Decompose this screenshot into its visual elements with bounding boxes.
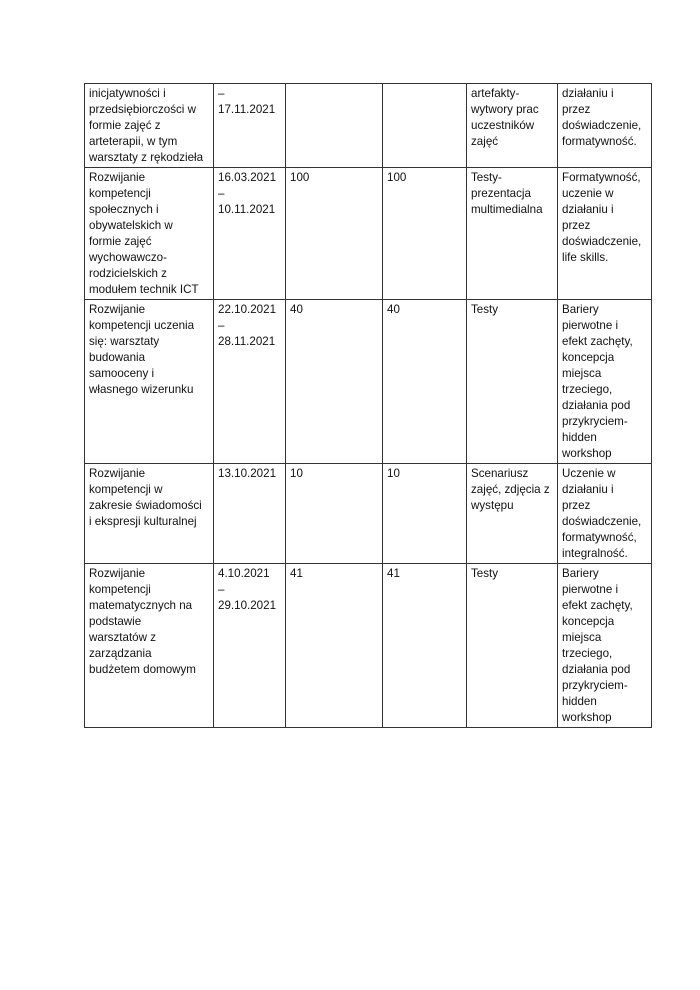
approach-cell: Bariery pierwotne i efekt zachęty, koncepcja miejsca trzeciego, działania pod przykryciem- hidden workshop xyxy=(558,300,652,464)
approach-cell: Uczenie w działaniu i przez doświadczenie, formatywność, integralność. xyxy=(558,464,652,564)
planned-count-cell: 40 xyxy=(286,300,383,464)
verification-method-cell: Testy xyxy=(467,564,558,728)
verification-method-cell: Scenariusz zajęć, zdjęcia z występu xyxy=(467,464,558,564)
approach-cell: działaniu i przez doświadczenie, formatywność. xyxy=(558,84,652,168)
planned-count-cell: 41 xyxy=(286,564,383,728)
verification-method-cell: Testy xyxy=(467,300,558,464)
dates-cell: 13.10.2021 xyxy=(214,464,286,564)
table-row xyxy=(85,168,652,300)
verification-method-cell: artefakty- wytwory prac uczestników zajęć xyxy=(467,84,558,168)
topic-cell: inicjatywności i przedsiębiorczości w formie zajęć z arteterapii, w tym warsztaty z rękodzieła xyxy=(85,84,214,168)
dates-cell: 4.10.2021 – 29.10.2021 xyxy=(214,564,286,728)
table-row xyxy=(85,300,652,464)
table-row xyxy=(85,84,652,168)
topic-cell: Rozwijanie kompetencji społecznych i obywatelskich w formie zajęć wychowawczo- rodzicielskich z modułem technik ICT xyxy=(85,168,214,300)
dates-cell: 16.03.2021 – 10.11.2021 xyxy=(214,168,286,300)
actual-count-cell: 41 xyxy=(383,564,467,728)
topic-cell: Rozwijanie kompetencji uczenia się: warsztaty budowania samooceny i własnego wizerunku xyxy=(85,300,214,464)
planned-count-cell: 100 xyxy=(286,168,383,300)
dates-cell: – 17.11.2021 xyxy=(214,84,286,168)
approach-cell: Formatywność, uczenie w działaniu i przez doświadczenie, life skills. xyxy=(558,168,652,300)
dates-cell: 22.10.2021 – 28.11.2021 xyxy=(214,300,286,464)
actual-count-cell xyxy=(383,84,467,168)
topic-cell: Rozwijanie kompetencji w zakresie świadomości i ekspresji kulturalnej xyxy=(85,464,214,564)
workshops-table xyxy=(84,83,652,728)
verification-method-cell: Testy- prezentacja multimedialna xyxy=(467,168,558,300)
table-row xyxy=(85,464,652,564)
approach-cell: Bariery pierwotne i efekt zachęty, koncepcja miejsca trzeciego, działania pod przykryciem- hidden workshop xyxy=(558,564,652,728)
actual-count-cell: 40 xyxy=(383,300,467,464)
planned-count-cell: 10 xyxy=(286,464,383,564)
topic-cell: Rozwijanie kompetencji matematycznych na podstawie warsztatów z zarządzania budżetem domowym xyxy=(85,564,214,728)
table-row xyxy=(85,564,652,728)
planned-count-cell xyxy=(286,84,383,168)
actual-count-cell: 10 xyxy=(383,464,467,564)
actual-count-cell: 100 xyxy=(383,168,467,300)
